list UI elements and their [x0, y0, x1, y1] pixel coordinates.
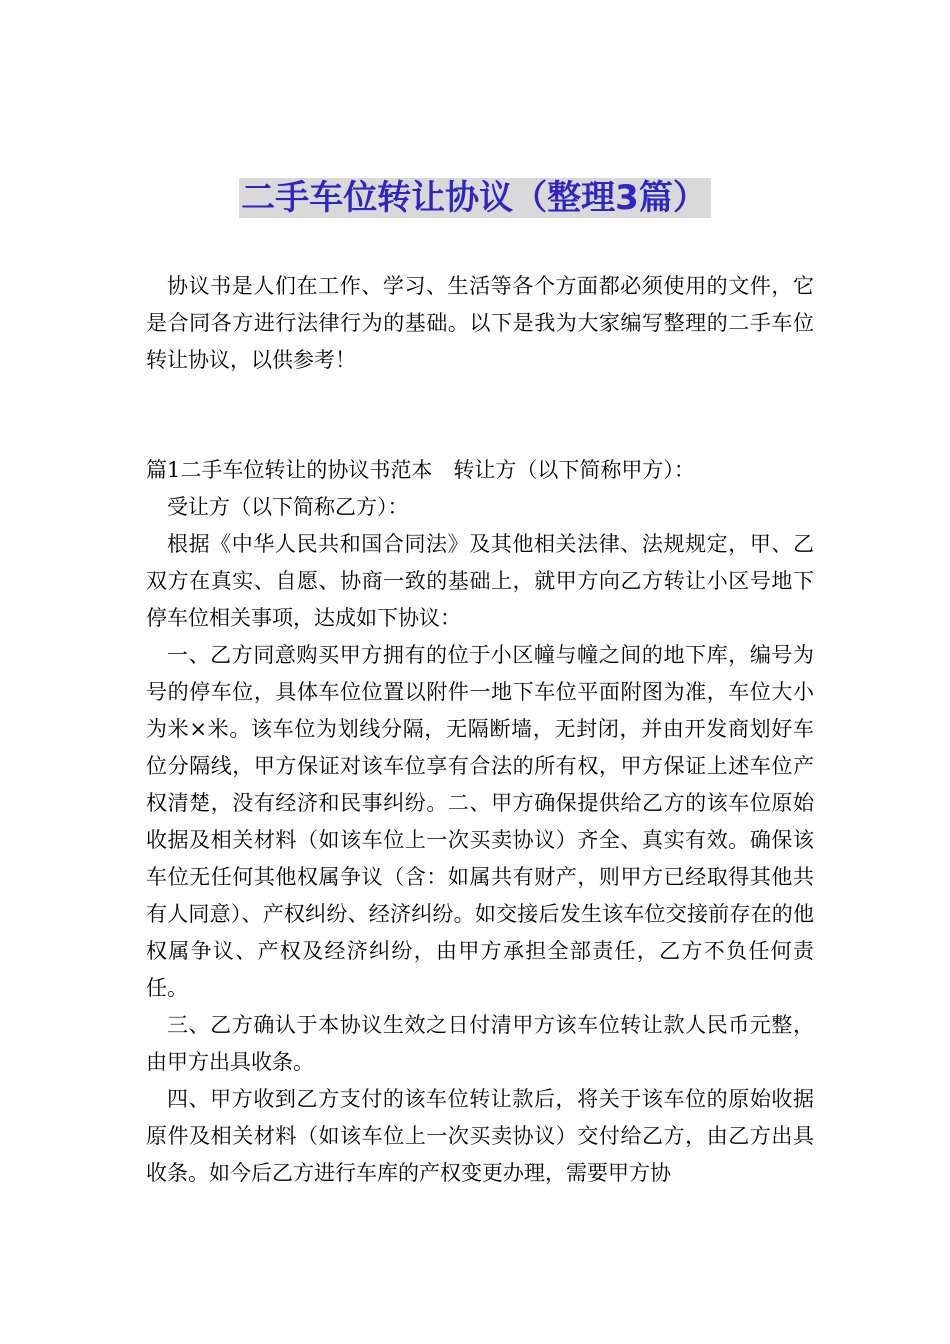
intro-paragraph: 协议书是人们在工作、学习、生活等各个方面都必须使用的文件，它是合同各方进行法律行为的基础。以下是我为大家编写整理的二手车位转让协议，以供参考！ [146, 274, 814, 372]
agreement-body [146, 452, 814, 1192]
preamble-paragraph: 根据《中华人民共和国合同法》及其他相关法律、法规规定，甲、乙双方在真实、自愿、协商一致的基础上，就甲方向乙方转让小区号地下停车位相关事项，达成如下协议： [146, 532, 814, 630]
title-container [0, 178, 950, 218]
clause-one-two-paragraph: 一、乙方同意购买甲方拥有的位于小区幢与幢之间的地下库，编号为号的停车位，具体车位位置以附件一地下车位平面附图为准，车位大小为米×米。该车位为划线分隔，无隔断墙，无封闭，并由开发商划好车位分隔线，甲方保证对该车位享有合法的所有权，甲方保证上述车位产权清楚，没有经济和民事纠纷。二、甲方确保提供给乙方的该车位原始收据及相关材料（如该车位上一次买卖协议）齐全、真实有效。确保该车位无任何其他权属争议（含：如属共有财产，则甲方已经取得其他共有人同意）、产权纠纷、经济纠纷。如交接后发生该车位交接前存在的他权属争议、产权及经济纠纷，由甲方承担全部责任，乙方不负任何责任。 [146, 643, 814, 1000]
section-heading: 篇1二手车位转让的协议书范本 转让方（以下简称甲方）： [146, 458, 695, 482]
clause-four-paragraph: 四、甲方收到乙方支付的该车位转让款后，将关于该车位的原始收据原件及相关材料（如该车位上一次买卖协议）交付给乙方，由乙方出具收条。如今后乙方进行车库的产权变更办理，需要甲方协 [146, 1087, 814, 1185]
clause-three-paragraph: 三、乙方确认于本协议生效之日付清甲方该车位转让款人民币元整，由甲方出具收条。 [146, 1013, 814, 1074]
transferee-line: 受让方（以下简称乙方）： [167, 495, 409, 519]
intro-section [146, 268, 814, 379]
document-title: 二手车位转让协议（整理3篇） [239, 178, 711, 218]
